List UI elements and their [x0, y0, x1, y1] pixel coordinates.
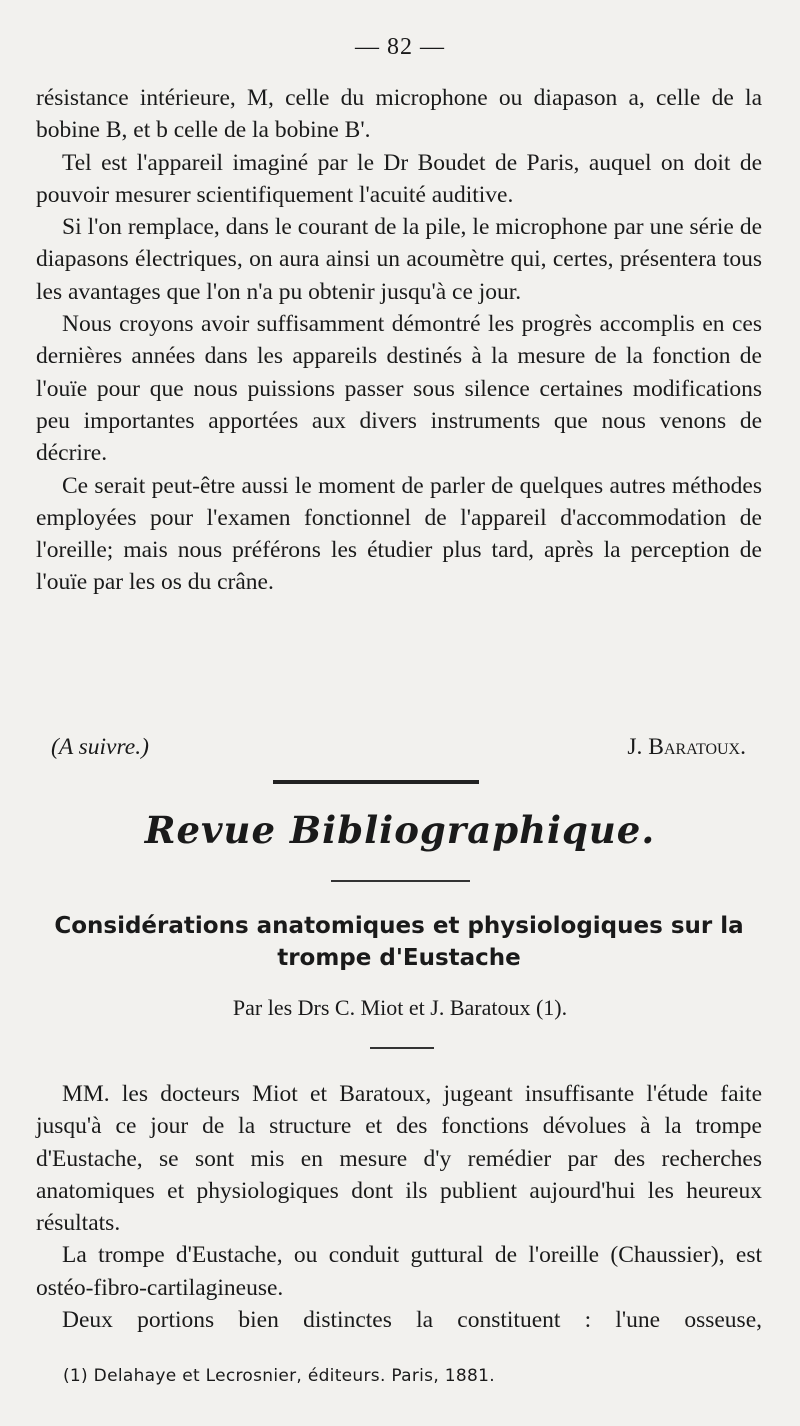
- paragraph: Deux portions bien distinctes la constituent : l'une osseuse,: [62, 1307, 762, 1334]
- paragraph: résistance intérieure, M, celle du microphone ou diapason a, celle de la bobine B, et b celle de la bobine B'.: [36, 85, 762, 144]
- paragraph: MM. les docteurs Miot et Baratoux, jugeant insuffisante l'étude faite jusqu'à ce jour de la structure et des fonctions dévolues à la trompe d'Eustache, se sont mis en mesure d'y remédier par des recherches anatomiques et physiologiques dont ils publient aujourd'hui les heureux résultats.: [36, 1081, 762, 1237]
- paragraph: Si l'on remplace, dans le courant de la pile, le microphone par une série de diapasons électriques, on aura ainsi un acoumètre qui, certes, présentera tous les avantages que l'on n'a pu obtenir jusqu'à ce jour.: [36, 214, 762, 305]
- author-signature: J. Baratoux.: [627, 734, 746, 760]
- article-text: [36, 1078, 762, 1336]
- section-title: Revue Bibliographique.: [144, 808, 656, 852]
- divider-rule: [273, 780, 479, 784]
- paragraph: La trompe d'Eustache, ou conduit guttural de l'oreille (Chaussier), est ostéo-fibro-cartilagineuse.: [36, 1242, 762, 1301]
- signature-line: [36, 734, 746, 761]
- continuation-text: [36, 82, 762, 599]
- article-byline: Par les Drs C. Miot et J. Baratoux (1).: [232, 995, 568, 1020]
- paragraph: Nous croyons avoir suffisamment démontré les progrès accomplis en ces dernières années dans les appareils destinés à la mesure de la fonction de l'ouïe pour que nous puissions passer sous silence certaines modifications peu importantes apportées aux divers instruments que nous venons de décrire.: [36, 311, 762, 467]
- a-suivre: (A suivre.): [51, 734, 149, 760]
- divider-rule: [370, 1047, 434, 1049]
- paragraph: Ce serait peut-être aussi le moment de parler de quelques autres méthodes employées pour l'examen fonctionnel de l'appareil d'accommodation de l'oreille; mais nous préférons les étudier plus tard, après la perception de l'ouïe par les os du crâne.: [36, 472, 762, 596]
- page-number: — 82 —: [355, 34, 445, 60]
- footnote: (1) Delahaye et Lecrosnier, éditeurs. Paris, 1881.: [63, 1366, 495, 1386]
- divider-rule: [331, 880, 470, 882]
- paragraph: Tel est l'appareil imaginé par le Dr Boudet de Paris, auquel on doit de pouvoir mesurer scientifiquement l'acuité auditive.: [36, 149, 762, 208]
- article-title: Considérations anatomiques et physiologiques sur la trompe d'Eustache: [54, 913, 744, 971]
